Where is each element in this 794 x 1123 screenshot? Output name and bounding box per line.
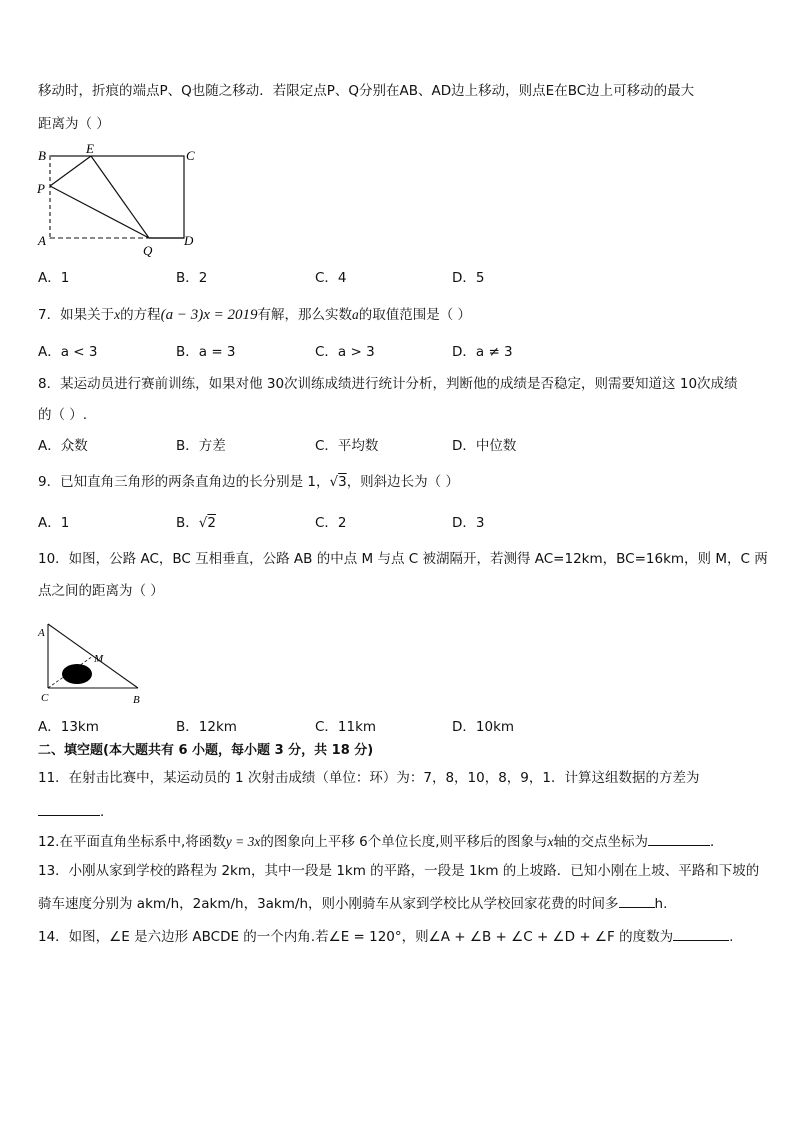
q12-suffix: 轴的交点坐标为 — [553, 834, 649, 850]
q10-option-d: D．10km — [452, 719, 515, 735]
q7-option-c: C．a > 3 — [315, 344, 375, 360]
q12-prefix: 12.在平面直角坐标系中,将函数 — [38, 834, 226, 850]
q6-option-c: C．4 — [315, 270, 347, 286]
q10-option-a: A．13km — [38, 719, 99, 735]
q9-tail: ，则斜边长为（ ） — [346, 474, 459, 490]
q6-option-b: B．2 — [176, 270, 208, 286]
label-p: P — [37, 181, 45, 196]
lake-shape — [62, 664, 92, 684]
segment-eq — [91, 156, 149, 238]
q6-option-d: D．5 — [452, 270, 485, 286]
answer-blank[interactable] — [648, 831, 710, 846]
q13-line2 — [38, 893, 667, 914]
q9-radical: 3 — [338, 474, 347, 490]
q12-stem — [38, 831, 724, 852]
segment-pe — [50, 156, 91, 186]
q8-option-b: B．方差 — [176, 438, 226, 454]
label-b: B — [38, 148, 46, 163]
q14-tail: . — [729, 929, 734, 945]
q6-line1: 移动时，折痕的端点P、Q也随之移动．若限定点P、Q分别在AB、AD边上移动，则点E在BC边上可移动的最大 — [38, 83, 695, 99]
fold-line-pq — [50, 186, 149, 238]
q7-var-x: x — [114, 307, 121, 322]
q7-prefix: 7．如果关于 — [38, 307, 115, 323]
q11-tail: ． — [100, 804, 114, 820]
q9-option-b — [176, 513, 216, 533]
rectangle-fold-figure — [34, 142, 214, 258]
q7-suffix1: 有解，那么实数 — [257, 307, 352, 323]
q13-tail: h. — [654, 896, 668, 912]
sqrt-symbol-icon: √ — [329, 474, 339, 490]
q10-option-b: B．12km — [176, 719, 237, 735]
q11-line1: 11．在射击比赛中，某运动员的 1 次射击成绩（单位：环）为：7，8，10，8，9，1．计算这组数据的方差为 — [38, 770, 700, 786]
sqrt-symbol-icon: √ — [198, 515, 208, 531]
q8-line1: 8．某运动员进行赛前训练，如果对他 30次训练成绩进行统计分析，判断他的成绩是否稳定，则需要知道这 10次成绩 — [38, 376, 738, 392]
q12-mid: 的图象向上平移 6个单位长度,则平移后的图象与 — [260, 834, 548, 850]
q7-option-d: D．a ≠ 3 — [452, 344, 513, 360]
q10-line1: 10．如图，公路 AC，BC 互相垂直，公路 AB 的中点 M 与点 C 被湖隔开，若测得 AC=12km，BC=16km，则 M，C 两 — [38, 551, 768, 567]
q8-line2: 的（ ）. — [38, 407, 88, 423]
q12-func: y = 3x — [225, 834, 261, 849]
q12-var-x: x — [547, 834, 554, 849]
q7-suffix2: 的取值范围是（ ） — [358, 307, 472, 323]
q13-line1: 13．小刚从家到学校的路程为 2km，其中一段是 1km 的平路，一段是 1km 的上坡路．已知小刚在上坡、平路和下坡的 — [38, 863, 760, 879]
q11-line2 — [38, 801, 114, 822]
q14-text: 14．如图，∠E 是六边形 ABCDE 的一个内角.若∠E = 120°，则∠A + ∠B + ∠C + ∠D + ∠F 的度数为 — [38, 929, 674, 945]
q13-line2-text: 骑车速度分别为 akm/h，2akm/h，3akm/h，则小刚骑车从家到学校比从学校回家花费的时间多 — [38, 896, 619, 912]
q10-line2: 点之间的距离为（ ） — [38, 583, 164, 599]
answer-blank[interactable] — [38, 801, 100, 816]
q7-var-a: a — [352, 307, 359, 322]
label-a: A — [38, 627, 45, 639]
q6-option-a: A．1 — [38, 270, 70, 286]
q9-option-a: A．1 — [38, 515, 70, 531]
q8-option-d: D．中位数 — [452, 438, 517, 454]
label-c: C — [186, 148, 195, 163]
lake-triangle-figure — [34, 610, 158, 710]
q6-line2: 距离为（ ） — [38, 116, 110, 132]
q9-option-b-radical: 2 — [207, 515, 216, 531]
answer-blank[interactable] — [673, 926, 729, 941]
label-b: B — [133, 694, 140, 706]
label-e: E — [86, 142, 94, 156]
label-d: D — [184, 233, 194, 248]
q9-option-d: D．3 — [452, 515, 485, 531]
label-q: Q — [143, 243, 153, 258]
q7-equation: (a − 3)x = 2019 — [160, 307, 258, 323]
q12-tail: ． — [710, 834, 724, 850]
q9-option-b-label: B． — [176, 515, 199, 531]
label-a: A — [38, 233, 46, 248]
q9-stem — [38, 472, 459, 492]
q7-option-a: A．a < 3 — [38, 344, 98, 360]
q7-stem — [38, 305, 471, 325]
q8-option-a: A．众数 — [38, 438, 88, 454]
q8-option-c: C．平均数 — [315, 438, 379, 454]
q9-text: 9．已知直角三角形的两条直角边的长分别是 1， — [38, 474, 330, 490]
q9-option-c: C．2 — [315, 515, 347, 531]
label-c: C — [41, 692, 49, 704]
q7-option-b: B．a = 3 — [176, 344, 236, 360]
answer-blank[interactable] — [619, 893, 655, 908]
q10-option-c: C．11km — [315, 719, 377, 735]
section2-title: 二、填空题(本大题共有 6 小题，每小题 3 分，共 18 分) — [38, 743, 374, 758]
q7-mid: 的方程 — [120, 307, 161, 323]
label-m: M — [94, 653, 104, 665]
q14-stem — [38, 926, 733, 947]
